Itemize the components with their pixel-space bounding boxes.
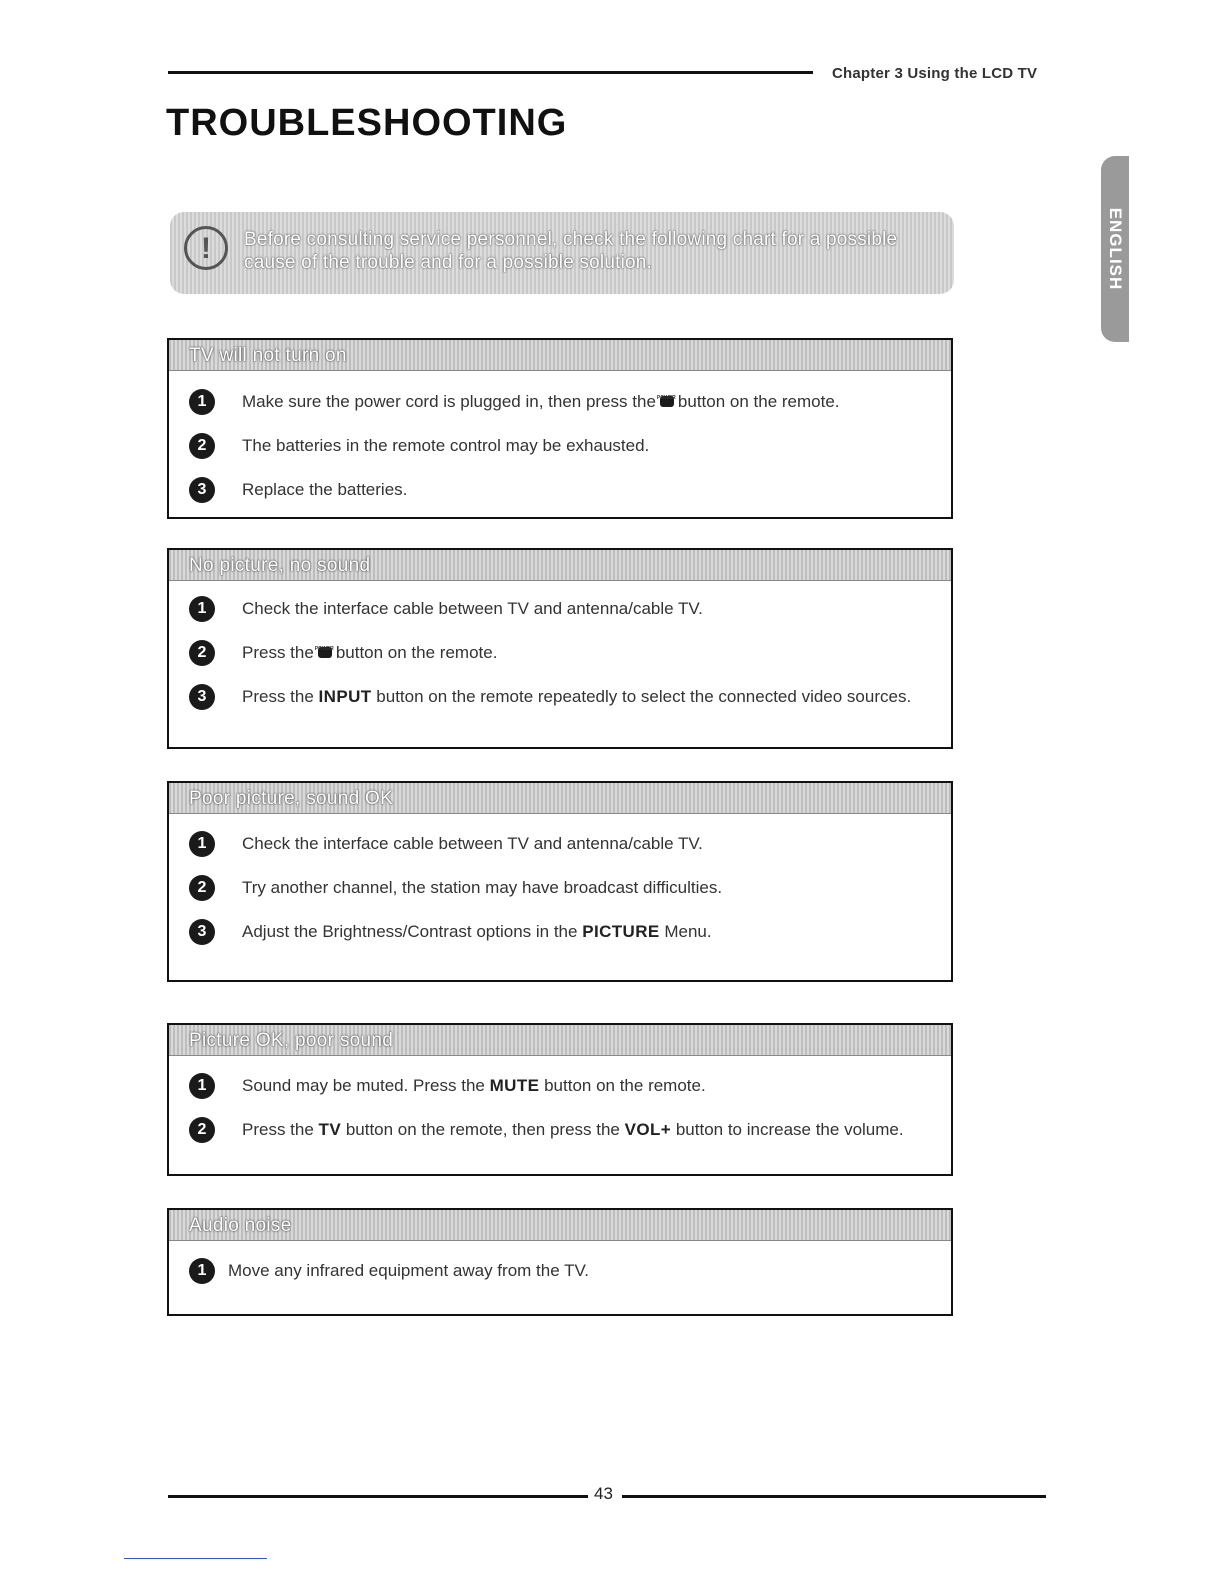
item-text-pre: Press the (242, 687, 314, 706)
section-no-picture-no-sound (167, 548, 953, 749)
page-title: TROUBLESHOOTING (166, 102, 568, 144)
number-badge: 3 (189, 919, 215, 945)
tv-keyword: TV (318, 1120, 342, 1139)
notice-text: Before consulting service personnel, check the following chart for a possible cause of the trouble and for a possible solution. (244, 229, 898, 273)
header-rule (168, 71, 813, 74)
power-button-icon (660, 396, 674, 407)
vol-plus-keyword: VOL+ (624, 1120, 672, 1139)
section-heading-label: No picture, no sound (189, 555, 371, 576)
item-text (242, 1119, 921, 1141)
section-tv-will-not-turn-on (167, 338, 953, 519)
item-text-pre: Press the (242, 643, 314, 662)
item-text-post: button on the remote. (544, 1076, 706, 1095)
item-text-post: button to increase the volume. (675, 1120, 904, 1139)
page-number: 43 (594, 1484, 613, 1503)
item-text-post: button on the remote. (677, 392, 840, 411)
section-heading-label: Picture OK, poor sound (189, 1030, 394, 1051)
notice-banner (170, 212, 954, 294)
item-text-mid: button on the remote, then press the (345, 1120, 620, 1139)
item-text: Check the interface cable between TV and antenna/cable TV. (242, 834, 703, 853)
number-badge: 1 (189, 596, 215, 622)
section-picture-ok-poor-sound (167, 1023, 953, 1176)
number-badge: 2 (189, 875, 215, 901)
footer-rule-left (168, 1495, 588, 1498)
section-heading-label: Audio noise (189, 1215, 292, 1236)
exclamation-icon (184, 226, 228, 270)
item-text (242, 391, 921, 413)
footer-underline (124, 1558, 267, 1559)
section-heading (169, 550, 951, 581)
item-text-pre: Press the (242, 1120, 314, 1139)
item-text: Check the interface cable between TV and antenna/cable TV. (242, 599, 703, 618)
number-badge: 2 (189, 433, 215, 459)
number-badge: 1 (189, 389, 215, 415)
item-text: The batteries in the remote control may be exhausted. (242, 436, 650, 455)
section-heading (169, 1210, 951, 1241)
section-heading-label: TV will not turn on (189, 345, 347, 366)
number-badge: 3 (189, 477, 215, 503)
item-text: Move any infrared equipment away from the TV. (228, 1261, 589, 1280)
number-badge: 2 (189, 640, 215, 666)
item-text: Try another channel, the station may have broadcast difficulties. (242, 878, 723, 897)
number-badge: 1 (189, 1258, 215, 1284)
mute-keyword: MUTE (489, 1076, 540, 1095)
section-audio-noise (167, 1208, 953, 1316)
item-text (242, 1075, 921, 1097)
section-poor-picture-sound-ok (167, 781, 953, 982)
item-text-post: Menu. (664, 922, 712, 941)
section-heading (169, 340, 951, 371)
item-text (242, 686, 921, 708)
chapter-label: Chapter 3 Using the LCD TV (832, 65, 1038, 82)
section-heading (169, 783, 951, 814)
language-tab (1101, 156, 1129, 342)
picture-keyword: PICTURE (582, 922, 660, 941)
section-heading-label: Poor picture, sound OK (189, 788, 394, 809)
item-text (242, 921, 921, 943)
item-text-post: button on the remote. (335, 643, 498, 662)
number-badge: 1 (189, 831, 215, 857)
footer-rule-right (622, 1495, 1046, 1498)
power-button-icon (318, 647, 332, 658)
item-text (242, 642, 921, 664)
item-text: Replace the batteries. (242, 480, 408, 499)
number-badge: 2 (189, 1117, 215, 1143)
number-badge: 3 (189, 684, 215, 710)
number-badge: 1 (189, 1073, 215, 1099)
item-text-post: button on the remote repeatedly to select the connected video sources. (376, 687, 912, 706)
section-heading (169, 1025, 951, 1056)
item-text-pre: Sound may be muted. Press the (242, 1076, 485, 1095)
item-text-pre: Adjust the Brightness/Contrast options in the (242, 922, 578, 941)
input-keyword: INPUT (318, 687, 372, 706)
language-tab-label: ENGLISH (1106, 207, 1125, 291)
item-text-pre: Make sure the power cord is plugged in, then press the (242, 392, 656, 411)
